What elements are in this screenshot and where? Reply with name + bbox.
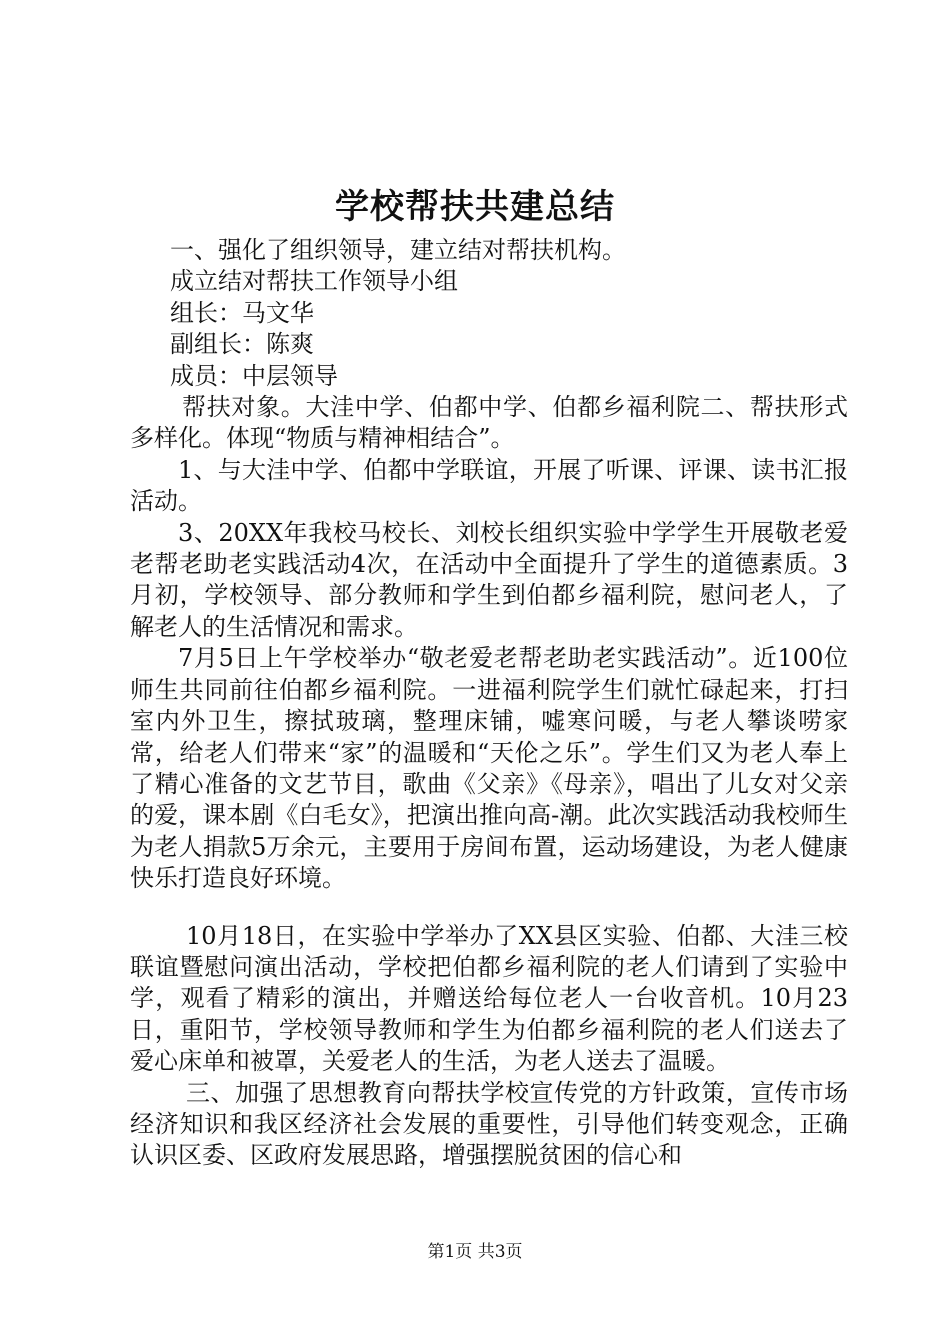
paragraph-group-leader: 组长：马文华 — [170, 298, 314, 327]
paragraph-targets: 帮扶对象。大洼中学、伯都中学、伯都乡福利院二、帮扶形式多样化。体现“物质与精神相结合”。 — [130, 393, 848, 453]
section-heading-3: 三、加强了思想教育向帮扶学校宣传党的方针政策，宣传市场经济知识和我区经济社会发展的重要性，引导他们转变观念，正确认识区委、区政府发展思路，增强摆脱贫困的信心和 — [130, 1078, 848, 1170]
section-heading-1: 一、强化了组织领导，建立结对帮扶机构。 — [170, 236, 626, 264]
paragraph-item-1: 1、与大洼中学、伯都中学联谊，开展了听课、评课、读书汇报活动。 — [130, 455, 848, 516]
paragraph-leading-group: 成立结对帮扶工作领导小组 — [170, 267, 458, 296]
paragraph-deputy-leader: 副组长：陈爽 — [170, 330, 314, 359]
paragraph-july-activity: 7月5日上午学校举办“敬老爱老帮老助老实践活动”。近100位师生共同前往伯都乡福利院。一进福利院学生们就忙碌起来，打扫室内外卫生，擦拭玻璃，整理床铺，嘘寒问暖，与老人攀谈唠家常，给老人们带来“家”的温暖和“天伦之乐”。学生们又为老人奉上了精心准备的文艺节目，歌曲《父亲》《母亲》，唱出了儿女对父亲的爱，课本剧《白毛女》，把演出推向高-潮。此次实践活动我校师生为老人捐款5万余元，主要用于房间布置，运动场建设，为老人健康快乐打造良好环境。 — [130, 644, 848, 893]
paragraph-members: 成员：中层领导 — [170, 361, 338, 390]
paragraph-gap — [130, 895, 848, 921]
paragraph-item-3: 3、20XX年我校马校长、刘校长组织实验中学学生开展敬老爱老帮老助老实践活动4次，在活动中全面提升了学生的道德素质。3月初，学校领导、部分教师和学生到伯都乡福利院，慰问老人，了解老人的生活情况和需求。 — [130, 518, 848, 641]
document-body — [130, 235, 848, 1172]
page-footer: 第1页 共3页 — [427, 1242, 523, 1262]
document-title: 学校帮扶共建总结 — [335, 187, 615, 227]
paragraph-october-activity: 10月18日，在实验中学举办了XX县区实验、伯都、大洼三校联谊暨慰问演出活动，学校把伯都乡福利院的老人们请到了实验中学，观看了精彩的演出，并赠送给每位老人一台收音机。10月23日，重阳节，学校领导教师和学生为伯都乡福利院的老人们送去了爱心床单和被罩，关爱老人的生活，为老人送去了温暖。 — [130, 921, 848, 1076]
